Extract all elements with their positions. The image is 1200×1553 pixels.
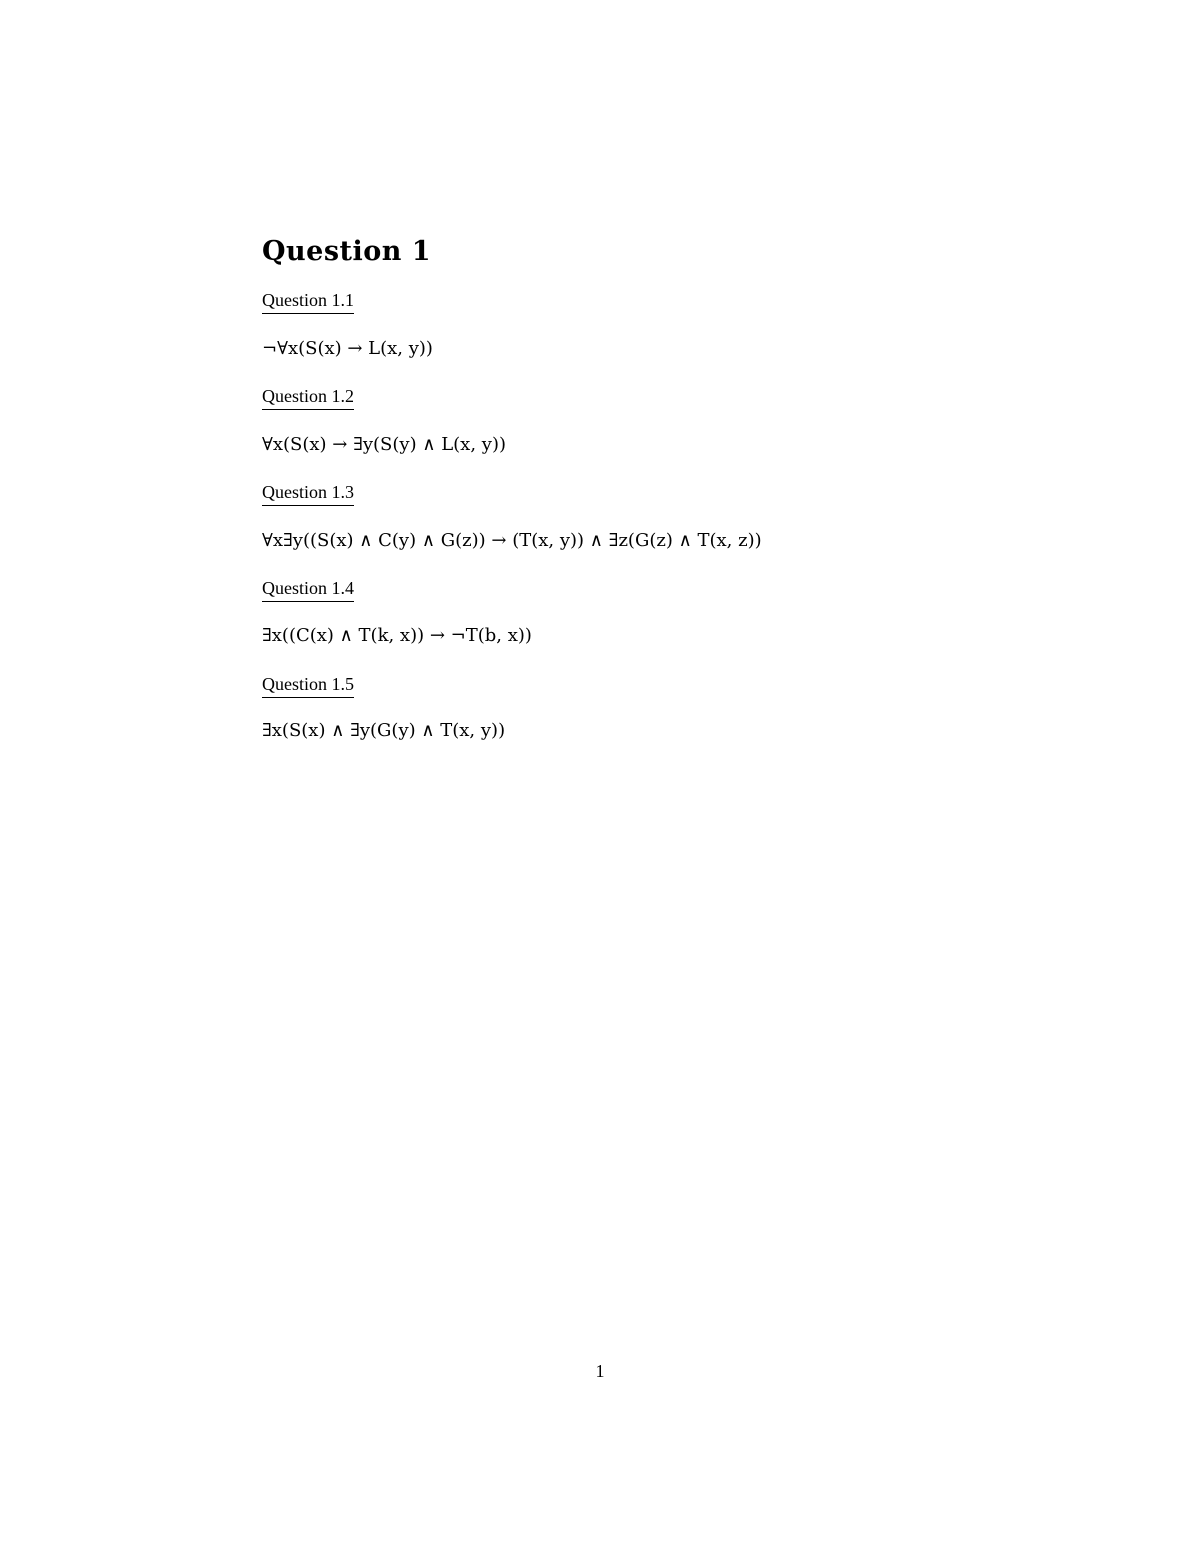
question-1-4-label: Question 1.4 (262, 577, 354, 602)
question-1-4-formula: ∃x((C(x) ∧ T(k, x)) → ¬T(b, x)) (262, 625, 532, 646)
section-title: Question 1 (262, 236, 432, 267)
question-1-5-label: Question 1.5 (262, 673, 354, 698)
question-1-3-label: Question 1.3 (262, 481, 354, 506)
question-1-2-formula: ∀x(S(x) → ∃y(S(y) ∧ L(x, y)) (262, 434, 506, 455)
question-1-1-formula: ¬∀x(S(x) → L(x, y)) (262, 338, 433, 359)
page-number: 1 (595, 1361, 605, 1381)
question-1-2-label: Question 1.2 (262, 385, 354, 410)
question-1-5-formula: ∃x(S(x) ∧ ∃y(G(y) ∧ T(x, y)) (262, 720, 506, 741)
question-1-3-formula: ∀x∃y((S(x) ∧ C(y) ∧ G(z)) → (T(x, y)) ∧ ∃z(G(z) ∧ T(x, z)) (262, 530, 762, 551)
question-1-1-label: Question 1.1 (262, 289, 354, 314)
